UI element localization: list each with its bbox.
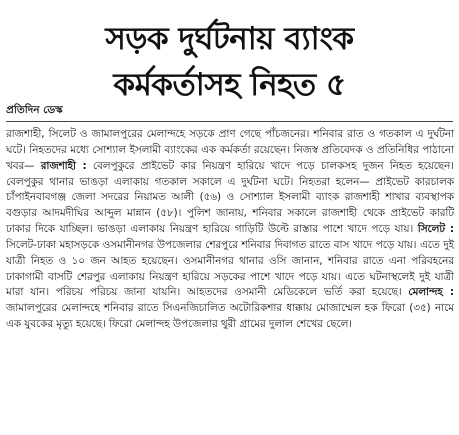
article-body [6,127,454,333]
article-text-sylhet: সিলেট-ঢাকা মহাসড়কে ওসমানীনগর উপজেলার শেরপুরে শনিবার দিবাগত রাতে বাস খাদে পড়ে যায়। এতে দুই যাত্রী নিহত ও ১০ জন আহত হয়েছেন। ওসমানীনগর থানার ওসি জানান, শনিবার রাতে এনা পরিবহনের ঢাকাগামী বাসটি শেরপুর এলাকায় নিয়ন্ত্রণ হারিয়ে সড়কের পাশে খাদে পড়ে যায়। এতে ঘটনাস্থলেই দুই যাত্রী মারা যান। পরিচয় পরিচয় জানা যায়নি। আহতদের ওসমানী মেডিকেলে ভর্তি করা হয়েছে। [6,238,454,299]
article-text-intro: রাজশাহী, সিলেট ও জামালপুরের মেলান্দহে সড়কে প্রাণ গেছে পাঁচজনের। শনিবার রাত ও গতকাল এ দুর্ঘটনা ঘটে। নিহতদের মধ্যে সোশ্যাল ইসলামী ব্যাংকের এক কর্মকর্তা রয়েছেন। নিজস্ব প্রতিবেদক ও প্রতিনিধির পাঠানো খবর— [6,128,454,172]
dateline-melandah: মেলান্দহ : [408,286,454,299]
headline-line-1: সড়ক দুর্ঘটনায় ব্যাংক [105,21,354,57]
divider [6,121,453,122]
article-text-rajshahi: বেলপুকুরে প্রাইভেট কার নিয়ন্ত্রণ হারিয়ে খাদে পড়ে চালকসহ দুজন নিহত হয়েছেন। বেলপুকুর থানার ভাঙড়া এলাকায় গতকাল সকালে এ দুর্ঘটনা ঘটে। নিহতরা হলেন— প্রাইভেট কারচালক চাঁপাইনবাবগঞ্জ জেলা সদরের নিয়ামত আলী (৫৬) ও সোশ্যাল ইসলামী ব্যাংক রাজশাহী শাখার ব্যবস্থাপক বগুড়ার আদমদীঘির আব্দুল মান্নান (৫৮)। পুলিশ জানায়, শনিবার সকালে রাজশাহী থেকে প্রাইভেট কারটি ঢাকার দিকে যাচ্ছিল। ভাঙড়া এলাকায় নিয়ন্ত্রণ হারিয়ে গাড়িটি উল্টে রাস্তার পাশে খাদে পড়ে যায়। [6,159,454,236]
dateline-sylhet: সিলেট : [417,223,455,236]
headline-line-2: কর্মকর্তাসহ নিহত ৫ [113,67,346,103]
dateline-rajshahi: রাজশাহী : [40,159,87,172]
article-text-melandah: জামালপুরের মেলান্দহে শনিবার রাতে সিএনজিচালিত অটোরিকশার ধাক্কায় মোজাম্মেল হক ফিরো (৩৫) নামে এক যুবকের মৃত্যু হয়েছে। ফিরো মেলান্দহ উপজেলার থুরী গ্রামের দুলাল শেখের ছেলে। [6,302,454,331]
byline: প্রতিদিন ডেস্ক [6,103,63,122]
